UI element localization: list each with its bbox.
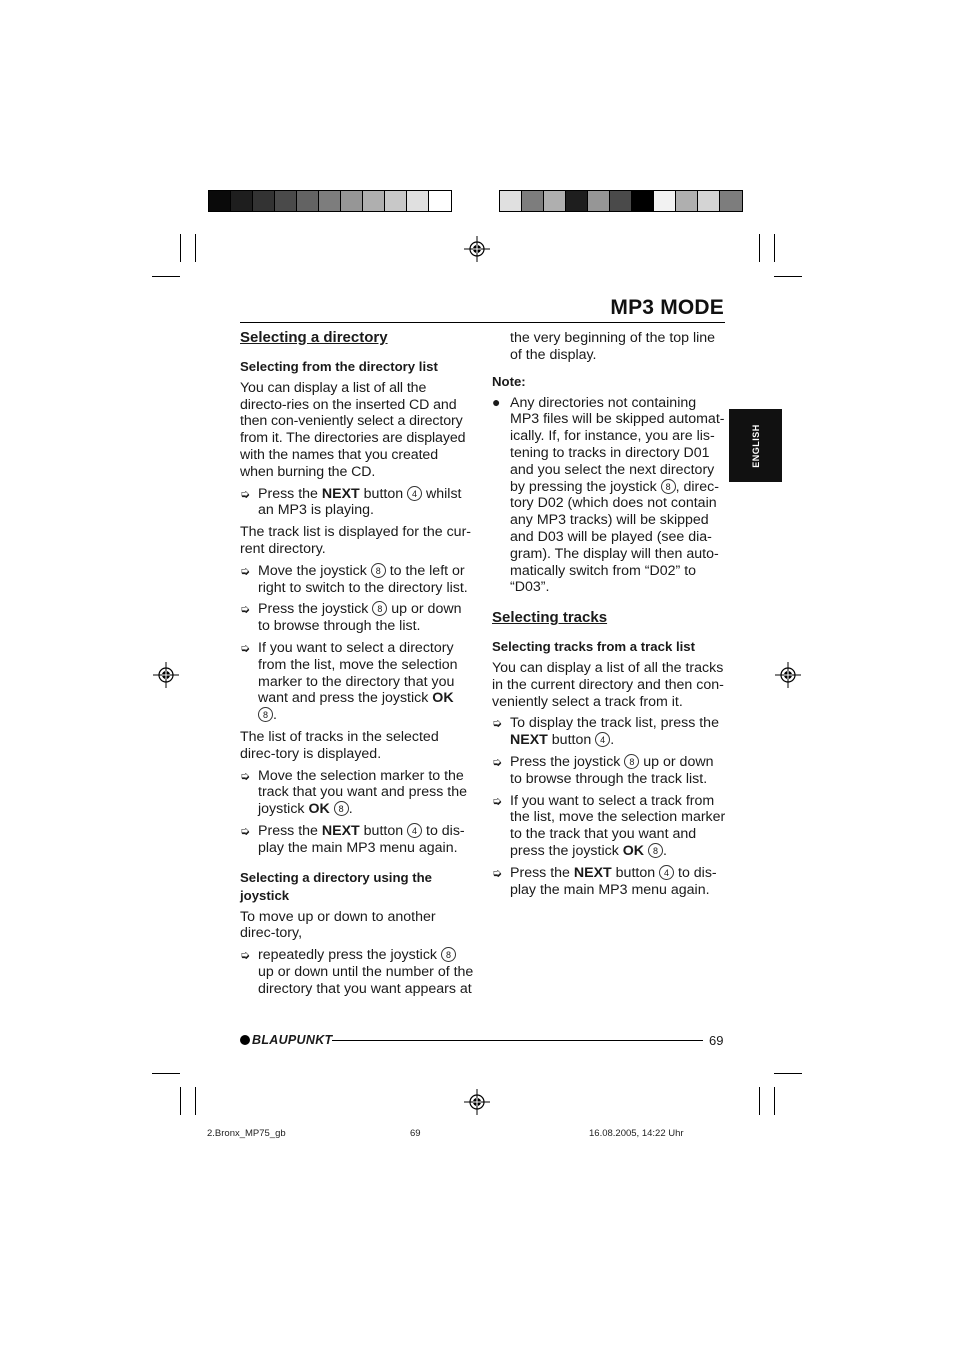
- registration-mark-icon: [775, 662, 801, 688]
- color-swatch: [429, 191, 451, 211]
- crop-mark: [774, 1073, 802, 1074]
- arrow-icon: ➭: [240, 768, 251, 783]
- footer-divider: [332, 1040, 703, 1041]
- slug-filename: 2.Bronx_MP75_gb: [207, 1128, 286, 1139]
- language-tab-label: ENGLISH: [750, 423, 761, 468]
- section-heading: Selecting tracks: [492, 609, 608, 627]
- button-number-badge: 8: [441, 947, 456, 962]
- instruction-step: ➭ Press the NEXT button 4 to dis-play the main MP3 menu again.: [492, 864, 717, 898]
- instruction-step: ➭ repeatedly press the joystick 8 up or down until the number of the directory that you want appears at: [240, 947, 474, 997]
- subheading: Selecting a directory using the joystick: [240, 869, 432, 903]
- color-swatch: [566, 191, 588, 211]
- crop-mark: [759, 1087, 760, 1115]
- slug-page: 69: [410, 1128, 421, 1139]
- crop-mark: [195, 1087, 196, 1115]
- paragraph: The track list is displayed for the cur-rent directory.: [240, 524, 472, 557]
- paragraph-continued: the very beginning of the top line of the display.: [510, 330, 716, 363]
- button-number-badge: 4: [407, 823, 422, 838]
- color-swatch: [544, 191, 566, 211]
- color-swatch: [588, 191, 610, 211]
- button-number-badge: 8: [661, 479, 676, 494]
- crop-mark: [195, 234, 196, 262]
- crop-mark: [152, 1073, 180, 1074]
- crop-mark: [774, 234, 775, 262]
- arrow-icon: ➭: [240, 823, 251, 838]
- crop-mark: [180, 1087, 181, 1115]
- right-column: [492, 330, 726, 903]
- instruction-step: ➭ Press the NEXT button 4 whilst an MP3 is playing.: [240, 485, 462, 519]
- crop-mark: [152, 276, 180, 277]
- color-swatch: [275, 191, 297, 211]
- color-swatch: [610, 191, 632, 211]
- color-strip-left: [208, 190, 452, 212]
- paragraph: To move up or down to another direc-tory,: [240, 908, 436, 942]
- subheading: Selecting tracks from a track list: [492, 638, 696, 654]
- button-number-badge: 4: [407, 486, 422, 501]
- button-number-badge: 8: [648, 843, 663, 858]
- arrow-icon: ➭: [240, 486, 251, 501]
- color-swatch: [632, 191, 654, 211]
- button-number-badge: 8: [624, 754, 639, 769]
- color-swatch: [676, 191, 698, 211]
- color-swatch: [522, 191, 544, 211]
- instruction-step: ➭ To display the track list, press the NEXT button 4 .: [492, 715, 719, 749]
- crop-mark: [180, 234, 181, 262]
- color-strip-right: [499, 190, 743, 212]
- page-number: 69: [709, 1033, 724, 1048]
- color-swatch: [297, 191, 319, 211]
- subheading: Selecting from the directory list: [240, 358, 438, 374]
- arrow-icon: ➭: [240, 602, 251, 617]
- color-swatch: [253, 191, 275, 211]
- button-number-badge: 8: [258, 707, 273, 722]
- note-item: ● Any directories not containing MP3 files will be skipped automat-ically. If, for instance, you are lis-tening to tracks in directory D01 and you select the next directory by pressing the joystick 8 , direc-tory D02 (which does not contain any MP3 tracks) will be skipped and D03 will be played (see dia-gram). The display will then auto-matically switch from “D02” to “D03”.: [492, 393, 725, 596]
- paragraph: You can display a list of all the directo-ries on the inserted CD and then con-veniently select a directory from it. The directories are displayed with the names that you created when burning the CD.: [240, 379, 466, 480]
- instruction-step: ➭ If you want to select a track from the list, move the selection marker to the track that you want and press the joystick OK 8 .: [492, 792, 726, 859]
- arrow-icon: ➭: [492, 793, 503, 808]
- button-number-badge: 8: [372, 601, 387, 616]
- color-swatch: [698, 191, 720, 211]
- crop-mark: [774, 1087, 775, 1115]
- registration-mark-icon: [464, 236, 490, 262]
- color-swatch: [654, 191, 676, 211]
- color-swatch: [407, 191, 429, 211]
- paragraph: You can display a list of all the tracks in the current directory and then con-veniently select a track from it.: [492, 659, 724, 710]
- instruction-step: ➭ Press the NEXT button 4 to dis-play the main MP3 menu again.: [240, 822, 465, 856]
- instruction-step: ➭ Move the selection marker to the track that you want and press the joystick OK 8 .: [240, 767, 467, 818]
- color-swatch: [231, 191, 253, 211]
- title-divider: [240, 322, 725, 323]
- crop-mark: [774, 276, 802, 277]
- arrow-icon: ➭: [492, 754, 503, 769]
- instruction-step: ➭ If you want to select a directory from the list, move the selection marker to the directory that you want and press the joystick OK 8 .: [240, 639, 458, 724]
- arrow-icon: ➭: [492, 716, 503, 731]
- color-swatch: [341, 191, 363, 211]
- button-number-badge: 4: [595, 732, 610, 747]
- section-heading: Selecting a directory: [240, 329, 388, 346]
- color-swatch: [209, 191, 231, 211]
- arrow-icon: ➭: [240, 640, 251, 655]
- left-column: [240, 330, 474, 1003]
- color-swatch: [319, 191, 341, 211]
- slug-date: 16.08.2005, 14:22 Uhr: [589, 1128, 684, 1139]
- bullet-icon: ●: [492, 393, 501, 410]
- arrow-icon: ➭: [240, 948, 251, 963]
- registration-mark-icon: [153, 662, 179, 688]
- page-title: MP3 MODE: [610, 296, 724, 319]
- button-number-badge: 8: [371, 563, 386, 578]
- instruction-step: ➭ Move the joystick 8 to the left or right to switch to the directory list.: [240, 562, 468, 596]
- crop-mark: [759, 234, 760, 262]
- color-swatch: [385, 191, 407, 211]
- brand-logo: BLAUPUNKT: [240, 1033, 332, 1047]
- button-number-badge: 4: [659, 865, 674, 880]
- arrow-icon: ➭: [240, 563, 251, 578]
- registration-mark-icon: [464, 1089, 490, 1115]
- button-number-badge: 8: [334, 801, 349, 816]
- color-swatch: [720, 191, 742, 211]
- arrow-icon: ➭: [492, 865, 503, 880]
- color-swatch: [363, 191, 385, 211]
- language-tab: [729, 409, 782, 482]
- logo-dot-icon: [240, 1035, 250, 1045]
- paragraph: The list of tracks in the selected direc-tory is displayed.: [240, 728, 439, 762]
- color-swatch: [500, 191, 522, 211]
- note-label: Note:: [492, 373, 526, 389]
- instruction-step: ➭ Press the joystick 8 up or down to browse through the track list.: [492, 753, 714, 787]
- instruction-step: ➭ Press the joystick 8 up or down to browse through the list.: [240, 601, 462, 635]
